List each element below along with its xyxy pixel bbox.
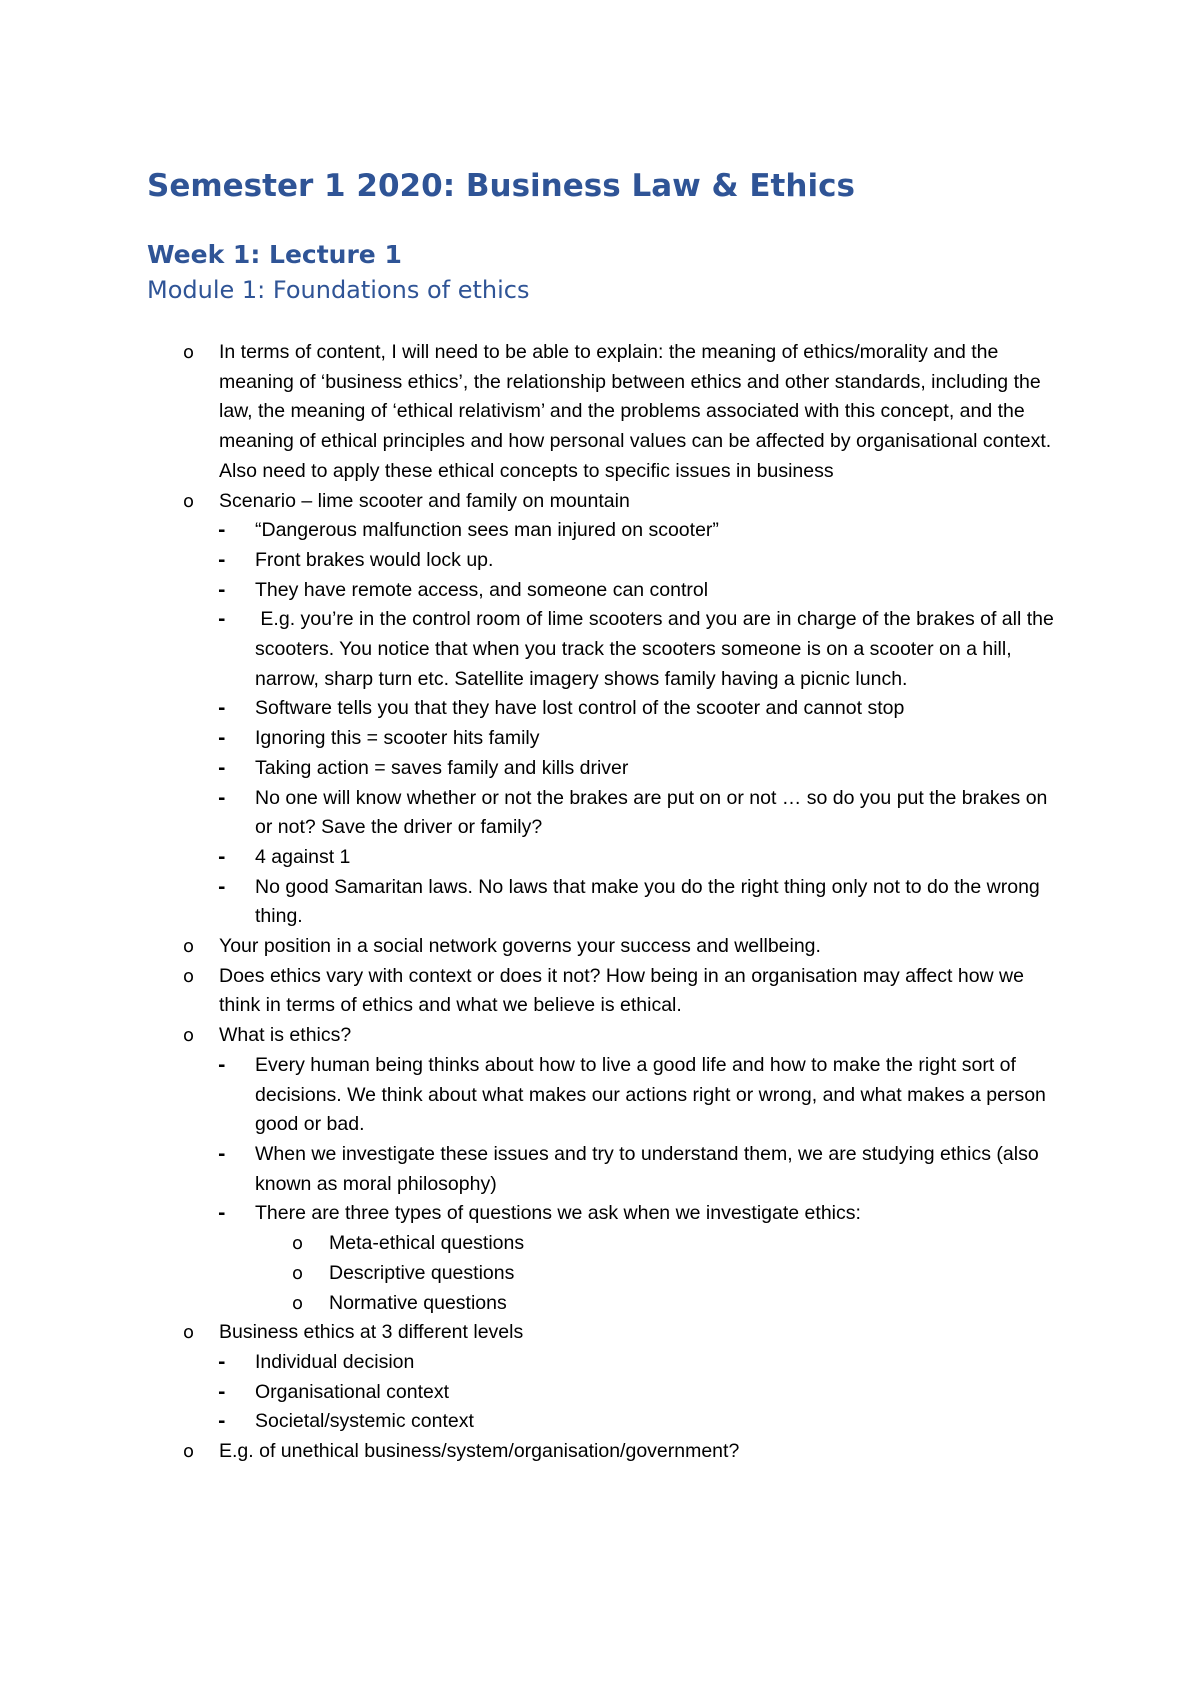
dash-bullet-icon: - [218, 1054, 226, 1076]
sub-list-item [0, 784, 1060, 843]
sub-list-item-text: There are three types of questions we ask when we investigate ethics: [255, 1202, 861, 1225]
sub-list-item-text: “Dangerous malfunction sees man injured on scooter” [255, 519, 719, 542]
dash-bullet-icon: - [218, 787, 226, 809]
sub-list-item [0, 1378, 1060, 1408]
dash-bullet-icon: - [218, 876, 226, 898]
sub-list-item [0, 1051, 1060, 1140]
sub-list-item [0, 1348, 1060, 1378]
sub-list-item [0, 516, 1060, 546]
sub-list-item-text: Ignoring this = scooter hits family [255, 727, 540, 750]
dash-bullet-icon: - [218, 757, 226, 779]
sub-sub-list-item [0, 1259, 1059, 1289]
sub-sub-list [255, 1229, 1060, 1318]
sub-list-item [0, 605, 1060, 694]
circle-bullet-icon: o [292, 1233, 304, 1255]
list-item-text: What is ethics? [219, 1024, 352, 1047]
sub-list [219, 1051, 1059, 1318]
circle-bullet-icon: o [292, 1262, 304, 1284]
list-item-text: E.g. of unethical business/system/organisation/government? [219, 1440, 740, 1463]
dash-bullet-icon: - [218, 698, 226, 720]
list-item [0, 1318, 1059, 1437]
sub-sub-list-item [0, 1229, 1059, 1259]
sub-list-item [0, 724, 1060, 754]
sub-list-item-text: When we investigate these issues and try to understand them, we are studying ethics (also known as moral philosophy) [255, 1142, 1039, 1195]
notes-body [0, 338, 1200, 1467]
sub-list-item-text: E.g. you’re in the control room of lime scooters and you are in charge of the brakes of all the scooters. You notice that when you track the scooters someone is on a scooter on a hill, narrow, sharp turn etc. Satellite imagery shows family having a picnic lunch. [255, 608, 1060, 690]
circle-bullet-icon: o [183, 1322, 195, 1344]
sub-list-item-text: Every human being thinks about how to live a good life and how to make the right sort of decisions. We think about what makes our actions right or wrong, and what makes a person good or bad. [255, 1053, 1046, 1136]
week-heading: Week 1: Lecture 1 [147, 240, 402, 269]
circle-bullet-icon: o [183, 490, 195, 512]
sub-sub-list-item-text: Meta-ethical questions [329, 1232, 525, 1255]
list-item [0, 932, 1059, 962]
sub-list-item [0, 576, 1060, 606]
circle-bullet-icon: o [183, 1441, 195, 1463]
sub-list-item [0, 1140, 1060, 1199]
sub-list-item [0, 694, 1060, 724]
sub-list-item [0, 546, 1060, 576]
sub-list-item-text: They have remote access, and someone can control [255, 578, 709, 601]
sub-list-item-text: Taking action = saves family and kills driver [255, 756, 629, 779]
dash-bullet-icon: - [218, 1351, 226, 1373]
module-heading: Module 1: Foundations of ethics [147, 276, 530, 304]
dash-bullet-icon: - [218, 846, 226, 868]
list-item [0, 1437, 1059, 1467]
circle-bullet-icon: o [183, 936, 195, 958]
circle-bullet-icon: o [183, 1025, 195, 1047]
circle-bullet-icon: o [183, 965, 195, 987]
sub-list-item-text: Individual decision [255, 1350, 415, 1373]
dash-bullet-icon: - [218, 1411, 226, 1433]
sub-list-item-text: 4 against 1 [255, 845, 351, 868]
sub-list-item-text: Software tells you that they have lost control of the scooter and cannot stop [255, 697, 905, 720]
circle-bullet-icon: o [292, 1292, 304, 1314]
sub-sub-list-item [0, 1289, 1059, 1319]
sub-list-item [0, 1407, 1060, 1437]
dash-bullet-icon: - [218, 520, 226, 542]
sub-sub-list-item-text: Normative questions [329, 1291, 507, 1314]
sub-list [219, 516, 1059, 932]
sub-list-item-text: No one will know whether or not the brakes are put on or not … so do you put the brakes on or not? Save the driver or family? [255, 786, 1048, 839]
list-item-text: Business ethics at 3 different levels [219, 1321, 524, 1344]
sub-list-item-text: Organisational context [255, 1380, 450, 1403]
list-item-text: Your position in a social network governs your success and wellbeing. [219, 935, 821, 958]
list-item [0, 338, 1059, 487]
sub-sub-list-item-text: Descriptive questions [329, 1261, 515, 1284]
list-item-text: Does ethics vary with context or does it not? How being in an organisation may affect how we think in terms of ethics and what we believe is ethical. [219, 964, 1024, 1017]
dash-bullet-icon: - [218, 549, 226, 571]
dash-bullet-icon: - [218, 579, 226, 601]
dash-bullet-icon: - [218, 1143, 226, 1165]
dash-bullet-icon: - [218, 1203, 226, 1225]
list-item [0, 962, 1059, 1021]
document-title: Semester 1 2020: Business Law & Ethics [147, 168, 855, 204]
sub-list-item [0, 754, 1060, 784]
sub-list-item [0, 1199, 1060, 1318]
notes-list [0, 338, 1200, 1467]
sub-list [219, 1348, 1059, 1437]
sub-list-item [0, 873, 1060, 932]
sub-list-item [0, 843, 1060, 873]
sub-list-item-text: Front brakes would lock up. [255, 548, 494, 571]
dash-bullet-icon: - [218, 609, 226, 631]
sub-list-item-text: No good Samaritan laws. No laws that make you do the right thing only not to do the wrong thing. [255, 875, 1040, 928]
list-item [0, 1021, 1059, 1318]
list-item [0, 487, 1059, 933]
sub-list-item-text: Societal/systemic context [255, 1410, 474, 1433]
dash-bullet-icon: - [218, 728, 226, 750]
list-item-text: Scenario – lime scooter and family on mountain [219, 489, 630, 512]
list-item-text: In terms of content, I will need to be able to explain: the meaning of ethics/morality and the meaning of ‘business ethics’, the relationship between ethics and other standards, including the law, the meaning of ‘ethical relativism’ and the problems associated with this concept, and the meaning of ethical principles and how personal values can be affected by organisational context. Also need to apply these ethical concepts to specific issues in business [219, 341, 1052, 482]
circle-bullet-icon: o [183, 342, 195, 363]
dash-bullet-icon: - [218, 1381, 226, 1403]
